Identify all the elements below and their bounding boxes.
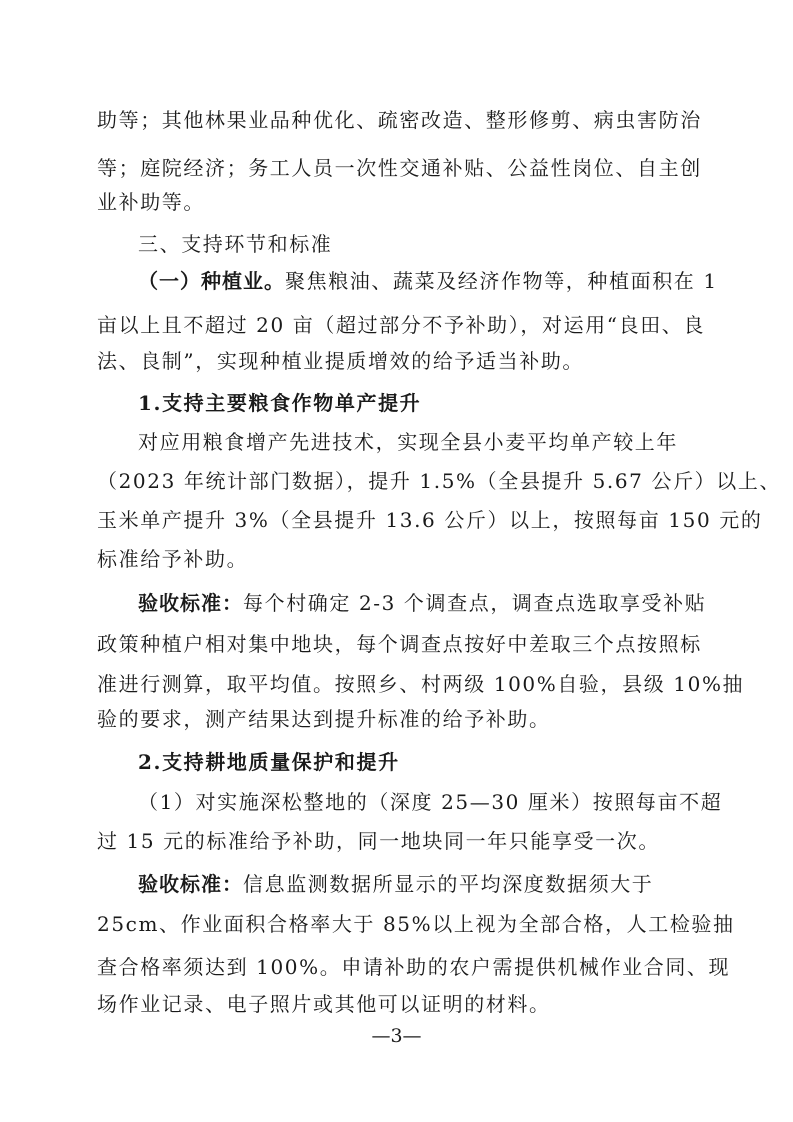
acceptance-paragraph-line xyxy=(138,589,738,617)
paragraph-line: 标准给予补助。 xyxy=(97,547,249,571)
acceptance-label: 验收标准： xyxy=(138,591,243,615)
paragraph-line: 法、良制”，实现种植业提质增效的给予适当补助。 xyxy=(97,349,585,373)
item-heading-1: 1.支持主要粮食作物单产提升 xyxy=(138,391,422,415)
paragraph-line: 查合格率须达到 100%。申请补助的农户需提供机械作业合同、现 xyxy=(97,955,731,979)
paragraph-line: （1）对实施深松整地的（深度 25—30 厘米）按照每亩不超 xyxy=(138,790,723,814)
paragraph-text: 每个村确定 2-3 个调查点，调查点选取享受补贴 xyxy=(243,591,707,615)
section-heading: 三、支持环节和标准 xyxy=(138,232,333,256)
paragraph-line: 政策种植户相对集中地块，每个调查点按好中差取三个点按照标 xyxy=(97,632,702,656)
subsection-heading: （一）种植业。 xyxy=(138,269,285,293)
paragraph-line: 场作业记录、电子照片或其他可以证明的材料。 xyxy=(97,992,551,1016)
paragraph-line: （2023 年统计部门数据），提升 1.5%（全县提升 5.67 公斤）以上、 xyxy=(97,469,782,493)
acceptance-label: 验收标准： xyxy=(138,872,243,896)
paragraph-text: 信息监测数据所显示的平均深度数据须大于 xyxy=(243,872,654,896)
subsection-paragraph-line xyxy=(138,267,738,295)
acceptance-paragraph-line xyxy=(138,870,738,898)
paragraph-line: 等；庭院经济；务工人员一次性交通补贴、公益性岗位、自主创 xyxy=(97,156,702,180)
paragraph-line: 助等；其他林果业品种优化、疏密改造、整形修剪、病虫害防治 xyxy=(97,108,702,132)
paragraph-line: 25cm、作业面积合格率大于 85%以上视为全部合格，人工检验抽 xyxy=(97,912,735,936)
paragraph-line: 准进行测算，取平均值。按照乡、村两级 100%自验，县级 10%抽 xyxy=(97,672,745,696)
paragraph-line: 验的要求，测产结果达到提升标准的给予补助。 xyxy=(97,707,551,731)
paragraph-line: 对应用粮食增产先进技术，实现全县小麦平均单产较上年 xyxy=(138,430,678,454)
paragraph-line: 玉米单产提升 3%（全县提升 13.6 公斤）以上，按照每亩 150 元的 xyxy=(97,508,763,532)
paragraph-line: 业补助等。 xyxy=(97,190,205,214)
paragraph-text: 聚焦粮油、蔬菜及经济作物等，种植面积在 1 xyxy=(285,269,718,293)
paragraph-line: 亩以上且不超过 20 亩（超过部分不予补助），对运用“良田、良 xyxy=(97,313,705,337)
item-heading-2: 2.支持耕地质量保护和提升 xyxy=(138,750,400,774)
paragraph-line: 过 15 元的标准给予补助，同一地块同一年只能享受一次。 xyxy=(97,829,660,853)
page-number: —3— xyxy=(371,1025,422,1047)
